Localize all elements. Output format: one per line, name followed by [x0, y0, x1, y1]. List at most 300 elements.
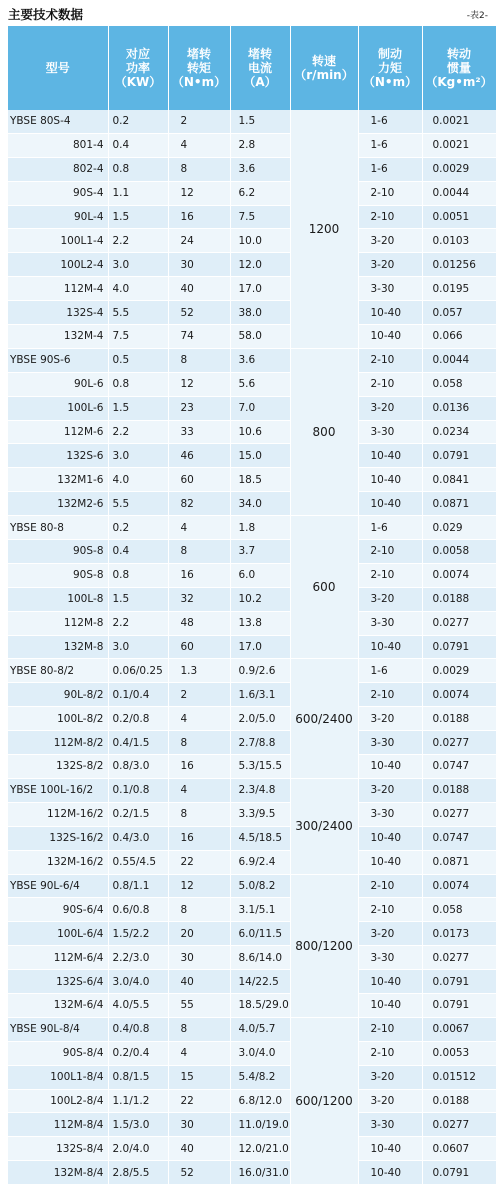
cell-inertia: 0.0103	[422, 229, 496, 253]
cell-inertia: 0.0188	[422, 587, 496, 611]
cell-speed: 600	[290, 516, 358, 659]
cell-inertia: 0.0188	[422, 778, 496, 802]
cell-power: 1.5/3.0	[108, 1113, 168, 1137]
cell-model: 112M-8	[8, 611, 108, 635]
cell-model: 90S-6/4	[8, 898, 108, 922]
cell-inertia: 0.0791	[422, 993, 496, 1017]
cell-inertia: 0.057	[422, 301, 496, 325]
cell-inertia: 0.0074	[422, 874, 496, 898]
cell-model: 132S-8/4	[8, 1137, 108, 1161]
cell-model: 112M-6/4	[8, 946, 108, 970]
column-header-line: （N•m）	[171, 75, 227, 89]
cell-model: 132M2-6	[8, 492, 108, 516]
cell-brake: 2-10	[358, 563, 422, 587]
cell-brake: 10-40	[358, 492, 422, 516]
cell-power: 0.8/3.0	[108, 755, 168, 779]
cell-brake: 3-30	[358, 420, 422, 444]
cell-model: 132S-8/2	[8, 755, 108, 779]
table-row	[8, 683, 496, 707]
column-header-line: （A）	[243, 75, 277, 89]
cell-brake: 1-6	[358, 133, 422, 157]
cell-torque: 8	[168, 1017, 230, 1041]
cell-power: 4.0	[108, 468, 168, 492]
cell-torque: 2	[168, 110, 230, 133]
cell-torque: 8	[168, 731, 230, 755]
table-row	[8, 396, 496, 420]
cell-torque: 60	[168, 468, 230, 492]
table-row	[8, 253, 496, 277]
cell-inertia: 0.0791	[422, 970, 496, 994]
cell-current: 17.0	[230, 277, 290, 301]
cell-current: 2.0/5.0	[230, 707, 290, 731]
cell-brake: 10-40	[358, 635, 422, 659]
column-header-line: （KW）	[114, 75, 162, 89]
cell-inertia: 0.01256	[422, 253, 496, 277]
column-header-line: 型号	[45, 61, 70, 75]
table-row	[8, 301, 496, 325]
cell-current: 3.1/5.1	[230, 898, 290, 922]
cell-torque: 30	[168, 1113, 230, 1137]
table-row	[8, 1017, 496, 1041]
cell-power: 0.4	[108, 133, 168, 157]
cell-current: 34.0	[230, 492, 290, 516]
cell-power: 0.06/0.25	[108, 659, 168, 683]
cell-brake: 10-40	[358, 1137, 422, 1161]
cell-brake: 3-20	[358, 922, 422, 946]
cell-brake: 3-20	[358, 1065, 422, 1089]
cell-model: 112M-6	[8, 420, 108, 444]
table-row	[8, 635, 496, 659]
cell-brake: 2-10	[358, 683, 422, 707]
cell-inertia: 0.0277	[422, 611, 496, 635]
cell-model: 100L2-4	[8, 253, 108, 277]
cell-power: 2.2	[108, 420, 168, 444]
column-header-current	[230, 26, 290, 110]
cell-power: 0.2/0.8	[108, 707, 168, 731]
column-header-power	[108, 26, 168, 110]
cell-model: 100L1-4	[8, 229, 108, 253]
table-row	[8, 778, 496, 802]
cell-brake: 1-6	[358, 659, 422, 683]
cell-torque: 30	[168, 946, 230, 970]
cell-inertia: 0.0058	[422, 540, 496, 564]
cell-power: 0.2/0.4	[108, 1041, 168, 1065]
cell-brake: 10-40	[358, 850, 422, 874]
column-header-line: 力矩	[377, 61, 402, 75]
cell-power: 1.5/2.2	[108, 922, 168, 946]
cell-power: 0.1/0.8	[108, 778, 168, 802]
cell-torque: 1.3	[168, 659, 230, 683]
cell-torque: 2	[168, 683, 230, 707]
cell-power: 0.6/0.8	[108, 898, 168, 922]
column-header-line: 堵转	[186, 47, 211, 61]
table-row	[8, 348, 496, 372]
cell-torque: 4	[168, 778, 230, 802]
cell-torque: 12	[168, 874, 230, 898]
cell-torque: 46	[168, 444, 230, 468]
cell-current: 5.0/8.2	[230, 874, 290, 898]
cell-model: YBSE 90L-6/4	[8, 874, 108, 898]
table-row	[8, 755, 496, 779]
cell-power: 3.0/4.0	[108, 970, 168, 994]
cell-brake: 3-20	[358, 229, 422, 253]
table-row	[8, 946, 496, 970]
cell-model: 90S-8	[8, 563, 108, 587]
table-row	[8, 1065, 496, 1089]
cell-inertia: 0.0074	[422, 683, 496, 707]
cell-model: 90S-8/4	[8, 1041, 108, 1065]
cell-model: 132M-4	[8, 325, 108, 349]
cell-inertia: 0.0021	[422, 133, 496, 157]
cell-inertia: 0.0044	[422, 348, 496, 372]
cell-model: 90L-6	[8, 372, 108, 396]
cell-brake: 3-30	[358, 946, 422, 970]
cell-inertia: 0.0053	[422, 1041, 496, 1065]
cell-current: 4.0/5.7	[230, 1017, 290, 1041]
cell-current: 4.5/18.5	[230, 826, 290, 850]
table-row	[8, 611, 496, 635]
cell-inertia: 0.066	[422, 325, 496, 349]
cell-current: 0.9/2.6	[230, 659, 290, 683]
cell-model: 132S-4	[8, 301, 108, 325]
table-row	[8, 826, 496, 850]
cell-brake: 2-10	[358, 372, 422, 396]
cell-model: 132S-16/2	[8, 826, 108, 850]
column-header-line: 转动	[446, 47, 471, 61]
cell-current: 5.4/8.2	[230, 1065, 290, 1089]
cell-speed: 600/2400	[290, 659, 358, 778]
table-row	[8, 110, 496, 133]
cell-current: 1.8	[230, 516, 290, 540]
table-row	[8, 922, 496, 946]
cell-inertia: 0.0195	[422, 277, 496, 301]
cell-current: 12.0	[230, 253, 290, 277]
cell-inertia: 0.0607	[422, 1137, 496, 1161]
cell-current: 13.8	[230, 611, 290, 635]
cell-current: 18.5	[230, 468, 290, 492]
cell-model: 132S-6/4	[8, 970, 108, 994]
cell-brake: 2-10	[358, 205, 422, 229]
cell-inertia: 0.0173	[422, 922, 496, 946]
cell-brake: 3-20	[358, 396, 422, 420]
cell-power: 2.2/3.0	[108, 946, 168, 970]
cell-torque: 4	[168, 1041, 230, 1065]
cell-torque: 12	[168, 372, 230, 396]
column-header-line: 转速	[311, 54, 336, 68]
cell-inertia: 0.01512	[422, 1065, 496, 1089]
cell-inertia: 0.0277	[422, 1113, 496, 1137]
cell-torque: 12	[168, 181, 230, 205]
cell-torque: 8	[168, 802, 230, 826]
table-row	[8, 468, 496, 492]
cell-brake: 2-10	[358, 1017, 422, 1041]
cell-torque: 22	[168, 850, 230, 874]
cell-brake: 10-40	[358, 325, 422, 349]
cell-model: 90L-4	[8, 205, 108, 229]
cell-current: 2.8	[230, 133, 290, 157]
cell-current: 38.0	[230, 301, 290, 325]
cell-power: 5.5	[108, 301, 168, 325]
cell-inertia: 0.058	[422, 372, 496, 396]
cell-power: 2.2	[108, 611, 168, 635]
cell-inertia: 0.0747	[422, 755, 496, 779]
cell-brake: 1-6	[358, 110, 422, 133]
column-header-line: 惯量	[446, 61, 471, 75]
column-header-speed	[290, 26, 358, 110]
table-row	[8, 1137, 496, 1161]
cell-brake: 3-20	[358, 587, 422, 611]
cell-power: 0.1/0.4	[108, 683, 168, 707]
cell-brake: 3-30	[358, 1113, 422, 1137]
cell-speed: 800/1200	[290, 874, 358, 1017]
cell-torque: 22	[168, 1089, 230, 1113]
cell-inertia: 0.0747	[422, 826, 496, 850]
page-header	[0, 0, 500, 26]
cell-inertia: 0.0074	[422, 563, 496, 587]
cell-brake: 10-40	[358, 970, 422, 994]
column-header-line: 堵转	[247, 47, 272, 61]
table-row	[8, 993, 496, 1017]
cell-brake: 10-40	[358, 468, 422, 492]
cell-current: 8.6/14.0	[230, 946, 290, 970]
cell-power: 0.55/4.5	[108, 850, 168, 874]
cell-power: 0.8/1.1	[108, 874, 168, 898]
cell-torque: 16	[168, 826, 230, 850]
cell-current: 7.5	[230, 205, 290, 229]
column-header-torque	[168, 26, 230, 110]
cell-torque: 8	[168, 540, 230, 564]
cell-current: 17.0	[230, 635, 290, 659]
table-row	[8, 277, 496, 301]
cell-current: 6.9/2.4	[230, 850, 290, 874]
cell-inertia: 0.0067	[422, 1017, 496, 1041]
cell-brake: 3-20	[358, 253, 422, 277]
cell-inertia: 0.0029	[422, 157, 496, 181]
cell-speed: 1200	[290, 110, 358, 348]
cell-model: 90L-8/2	[8, 683, 108, 707]
cell-current: 3.6	[230, 348, 290, 372]
cell-current: 12.0/21.0	[230, 1137, 290, 1161]
cell-model: 802-4	[8, 157, 108, 181]
cell-model: 132S-6	[8, 444, 108, 468]
cell-model: 112M-8/2	[8, 731, 108, 755]
column-header-line: 电流	[247, 61, 272, 75]
cell-torque: 32	[168, 587, 230, 611]
cell-power: 0.4	[108, 540, 168, 564]
cell-torque: 16	[168, 563, 230, 587]
cell-model: 90S-4	[8, 181, 108, 205]
cell-brake: 2-10	[358, 540, 422, 564]
cell-torque: 4	[168, 516, 230, 540]
cell-brake: 2-10	[358, 1041, 422, 1065]
cell-current: 1.6/3.1	[230, 683, 290, 707]
cell-inertia: 0.0871	[422, 492, 496, 516]
cell-current: 16.0/31.0	[230, 1161, 290, 1185]
cell-current: 15.0	[230, 444, 290, 468]
cell-inertia: 0.0188	[422, 707, 496, 731]
cell-power: 7.5	[108, 325, 168, 349]
table-row	[8, 372, 496, 396]
cell-inertia: 0.0277	[422, 802, 496, 826]
cell-torque: 4	[168, 707, 230, 731]
cell-inertia: 0.0277	[422, 731, 496, 755]
cell-model: YBSE 80-8	[8, 516, 108, 540]
cell-model: 132M-6/4	[8, 993, 108, 1017]
cell-current: 10.0	[230, 229, 290, 253]
cell-torque: 15	[168, 1065, 230, 1089]
cell-power: 0.2/1.5	[108, 802, 168, 826]
table-row	[8, 157, 496, 181]
cell-inertia: 0.0871	[422, 850, 496, 874]
cell-current: 6.0	[230, 563, 290, 587]
cell-brake: 10-40	[358, 755, 422, 779]
cell-model: YBSE 90L-8/4	[8, 1017, 108, 1041]
cell-torque: 33	[168, 420, 230, 444]
cell-model: 112M-16/2	[8, 802, 108, 826]
cell-brake: 1-6	[358, 157, 422, 181]
cell-current: 10.2	[230, 587, 290, 611]
cell-torque: 60	[168, 635, 230, 659]
cell-brake: 10-40	[358, 1161, 422, 1185]
cell-brake: 2-10	[358, 181, 422, 205]
cell-model: YBSE 80S-4	[8, 110, 108, 133]
column-header-model	[8, 26, 108, 110]
cell-torque: 74	[168, 325, 230, 349]
cell-torque: 8	[168, 898, 230, 922]
cell-torque: 55	[168, 993, 230, 1017]
cell-brake: 3-20	[358, 1089, 422, 1113]
cell-power: 1.1	[108, 181, 168, 205]
column-header-brake	[358, 26, 422, 110]
cell-power: 0.4/1.5	[108, 731, 168, 755]
cell-speed: 800	[290, 348, 358, 515]
cell-brake: 2-10	[358, 348, 422, 372]
cell-inertia: 0.0051	[422, 205, 496, 229]
cell-inertia: 0.0188	[422, 1089, 496, 1113]
cell-current: 3.6	[230, 157, 290, 181]
table-row	[8, 802, 496, 826]
cell-torque: 40	[168, 970, 230, 994]
cell-current: 5.6	[230, 372, 290, 396]
table-row	[8, 659, 496, 683]
cell-model: 100L2-8/4	[8, 1089, 108, 1113]
cell-model: 100L-8	[8, 587, 108, 611]
table-row	[8, 325, 496, 349]
cell-current: 2.7/8.8	[230, 731, 290, 755]
tech-data-table	[8, 26, 497, 1185]
cell-inertia: 0.0021	[422, 110, 496, 133]
table-row	[8, 1089, 496, 1113]
cell-power: 3.0	[108, 635, 168, 659]
cell-current: 3.0/4.0	[230, 1041, 290, 1065]
cell-inertia: 0.0791	[422, 635, 496, 659]
cell-current: 5.3/15.5	[230, 755, 290, 779]
column-header-line: 对应	[125, 47, 150, 61]
table-row	[8, 229, 496, 253]
cell-torque: 24	[168, 229, 230, 253]
cell-inertia: 0.0044	[422, 181, 496, 205]
cell-power: 4.0/5.5	[108, 993, 168, 1017]
cell-inertia: 0.0277	[422, 946, 496, 970]
cell-current: 14/22.5	[230, 970, 290, 994]
cell-inertia: 0.0791	[422, 1161, 496, 1185]
cell-model: 90S-8	[8, 540, 108, 564]
cell-power: 0.8	[108, 157, 168, 181]
column-header-line: （Kg•m²）	[425, 75, 493, 89]
cell-inertia: 0.0791	[422, 444, 496, 468]
cell-power: 3.0	[108, 253, 168, 277]
table-row	[8, 444, 496, 468]
table-row	[8, 587, 496, 611]
column-header-inertia	[422, 26, 496, 110]
cell-power: 0.8	[108, 372, 168, 396]
cell-torque: 8	[168, 348, 230, 372]
cell-torque: 16	[168, 205, 230, 229]
table-row	[8, 181, 496, 205]
cell-inertia: 0.0841	[422, 468, 496, 492]
cell-power: 1.5	[108, 396, 168, 420]
cell-power: 0.4/0.8	[108, 1017, 168, 1041]
cell-torque: 30	[168, 253, 230, 277]
cell-torque: 40	[168, 1137, 230, 1161]
page-title: 主要技术数据	[8, 7, 84, 22]
cell-speed: 600/1200	[290, 1017, 358, 1184]
cell-current: 3.7	[230, 540, 290, 564]
cell-brake: 3-30	[358, 277, 422, 301]
cell-model: 132M-16/2	[8, 850, 108, 874]
cell-current: 2.3/4.8	[230, 778, 290, 802]
column-header-line: 功率	[125, 61, 150, 75]
cell-model: 100L-8/2	[8, 707, 108, 731]
table-row	[8, 1041, 496, 1065]
column-header-line: 制动	[377, 47, 402, 61]
cell-torque: 16	[168, 755, 230, 779]
cell-model: 112M-8/4	[8, 1113, 108, 1137]
column-header-line: （r/min）	[294, 68, 354, 82]
table-row	[8, 563, 496, 587]
cell-power: 2.2	[108, 229, 168, 253]
cell-model: 801-4	[8, 133, 108, 157]
cell-current: 58.0	[230, 325, 290, 349]
cell-power: 0.8/1.5	[108, 1065, 168, 1089]
table-row	[8, 1113, 496, 1137]
cell-model: 132M1-6	[8, 468, 108, 492]
cell-model: YBSE 100L-16/2	[8, 778, 108, 802]
cell-inertia: 0.0029	[422, 659, 496, 683]
cell-brake: 10-40	[358, 301, 422, 325]
cell-current: 7.0	[230, 396, 290, 420]
table-row	[8, 1161, 496, 1185]
cell-current: 10.6	[230, 420, 290, 444]
cell-current: 6.2	[230, 181, 290, 205]
cell-current: 1.5	[230, 110, 290, 133]
cell-current: 3.3/9.5	[230, 802, 290, 826]
cell-brake: 1-6	[358, 516, 422, 540]
cell-brake: 2-10	[358, 898, 422, 922]
cell-brake: 10-40	[358, 993, 422, 1017]
cell-inertia: 0.029	[422, 516, 496, 540]
cell-current: 6.8/12.0	[230, 1089, 290, 1113]
cell-power: 0.5	[108, 348, 168, 372]
cell-current: 11.0/19.0	[230, 1113, 290, 1137]
cell-model: YBSE 90S-6	[8, 348, 108, 372]
table-row	[8, 420, 496, 444]
cell-torque: 52	[168, 1161, 230, 1185]
cell-model: 100L1-8/4	[8, 1065, 108, 1089]
table-row	[8, 731, 496, 755]
cell-power: 0.2	[108, 516, 168, 540]
cell-torque: 82	[168, 492, 230, 516]
